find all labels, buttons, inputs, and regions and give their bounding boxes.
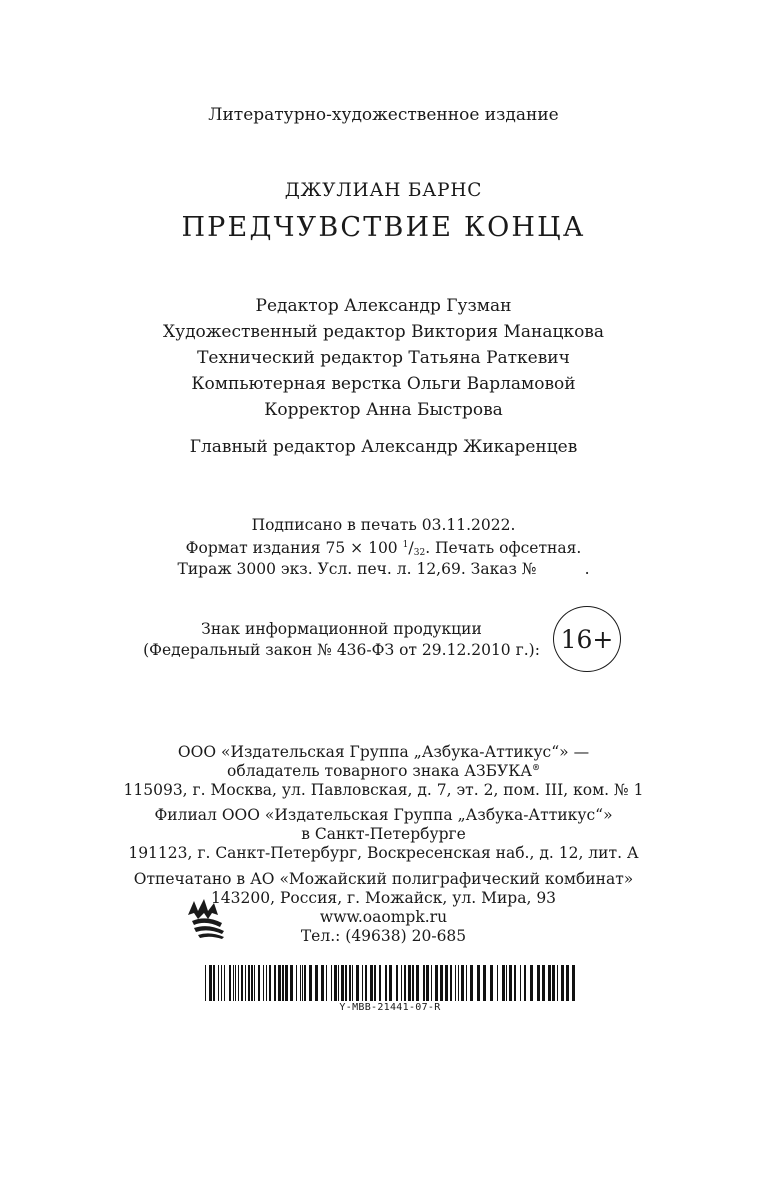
barcode-bar [213,965,215,1001]
barcode-bar [461,965,464,1001]
printer-line1: Отпечатано в АО «Можайский полиграфический комбинат» [133,870,634,888]
barcode-bar [304,965,306,1001]
barcode-bar [352,965,353,1001]
barcode-bar [445,965,448,1001]
barcode-bar [557,965,558,1001]
branch-line1: Филиал ООО «Издательская Группа „Азбука-Аттикус“» [154,806,613,824]
barcode-bar [251,965,253,1001]
barcode-bar [530,965,533,1001]
barcode-bar [334,965,337,1001]
barcode-bar [483,965,486,1001]
barcode-bar [345,965,347,1001]
printer-address: 143200, Россия, г. Можайск, ул. Мира, 93 [210,889,557,907]
barcode-bar [572,965,575,1001]
barcode-bar [470,965,473,1001]
branch-line2: в Санкт-Петербурге [301,825,466,843]
barcode-bar [278,965,281,1001]
format-numerator: 1 [402,540,409,550]
barcode-bar [321,965,324,1001]
print-run-text: Тираж 3000 экз. Усл. печ. л. 12,69. Заказ № [177,560,537,578]
barcode-bar [524,965,526,1001]
barcode-bar [509,965,512,1001]
barcode-bar [561,965,564,1001]
barcode-bar [254,965,255,1001]
barcode-bar [224,965,225,1001]
barcode-bar [290,965,293,1001]
print-format: Формат издания 75 × 100 $^1/_{32}$. Печать офсетная. [185,538,582,558]
credit-editor: Редактор Александр Гузман [255,296,512,316]
barcode-bar [497,965,498,1001]
printer-crown-logo-icon [186,897,226,939]
barcode-bar [218,965,219,1001]
format-denominator: 32 [413,548,426,558]
barcode-bar [514,965,516,1001]
barcode-bar [258,965,260,1001]
publisher-line1: ООО «Издательская Группа „Азбука-Аттикус“» — [177,743,590,761]
barcode-bar [477,965,480,1001]
registered-mark: ® [531,762,540,772]
barcode-bar [296,965,297,1001]
barcode-bar [233,965,234,1001]
barcode-bar [542,965,545,1001]
barcode-bar [282,965,284,1001]
barcode-bar [241,965,243,1001]
printer-phone: Тел.: (49638) 20-685 [300,927,467,945]
barcode-bar [450,965,452,1001]
barcode-bar [416,965,419,1001]
barcode-bar [285,965,288,1001]
barcode-bar [331,965,332,1001]
credit-art-editor: Художественный редактор Виктория Манацкова [162,322,605,342]
book-author: ДЖУЛИАН БАРНС [284,180,483,201]
barcode-bar [506,965,507,1001]
age-label-line2: (Федеральный закон № 436-ФЗ от 29.12.2010 г.): [143,641,540,659]
barcode-bar [338,965,339,1001]
barcode-bar [235,965,236,1001]
barcode-bar [440,965,443,1001]
chief-editor: Главный редактор Александр Жикаренцев [189,437,578,457]
barcode-bar [537,965,540,1001]
barcode-bar [248,965,250,1001]
barcode-bar [349,965,351,1001]
barcode-bar [300,965,301,1001]
barcode-bar [431,965,432,1001]
barcode-bar [266,965,267,1001]
barcode-bar [229,965,231,1001]
barcode-bar [362,965,363,1001]
barcode-bar [466,965,467,1001]
barcode [205,965,575,1001]
barcode-bar [408,965,411,1001]
credit-proofreader: Корректор Анна Быстрова [264,400,503,420]
barcode-bar [379,965,381,1001]
barcode-bar [263,965,264,1001]
credit-layout: Компьютерная верстка Ольги Варламовой [191,374,576,394]
barcode-bar [548,965,551,1001]
barcode-bar [302,965,303,1001]
barcode-bar [269,965,271,1001]
barcode-bar [374,965,376,1001]
age-rating-badge: 16+ [553,606,621,672]
barcode-bar [309,965,312,1001]
print-run-end: . [584,560,590,578]
barcode-bar [341,965,344,1001]
barcode-bar [396,965,398,1001]
branch-address: 191123, г. Санкт-Петербург, Воскресенская наб., д. 12, лит. А [128,844,639,862]
barcode-bar [209,965,212,1001]
barcode-bar [205,965,206,1001]
barcode-bar [552,965,555,1001]
barcode-bar [326,965,327,1001]
book-title: ПРЕДЧУВСТВИЕ КОНЦА [181,212,586,243]
print-run [0,560,767,578]
barcode-bar [315,965,318,1001]
barcode-bar [365,965,367,1001]
credit-tech-editor: Технический редактор Татьяна Раткевич [197,348,570,368]
printer-website[interactable]: www.oaompk.ru [319,908,448,926]
barcode-bar [455,965,456,1001]
barcode-code: Y-MBB-21441-07-R [339,1002,441,1013]
barcode-bar [404,965,406,1001]
format-suffix: . Печать офсетная. [425,539,582,557]
barcode-bar [520,965,521,1001]
barcode-bar [370,965,373,1001]
publisher-line2 [0,762,767,780]
barcode-bar [458,965,459,1001]
edition-type: Литературно-художественное издание [208,105,559,125]
print-signed: Подписано в печать 03.11.2022. [251,516,516,534]
barcode-bar [274,965,276,1001]
barcode-bar [502,965,505,1001]
age-label-line1: Знак информационной продукции [201,620,482,638]
publisher-address: 115093, г. Москва, ул. Павловская, д. 7, эт. 2, пом. III, ком. № 1 [123,781,644,799]
barcode-bar [385,965,387,1001]
barcode-bar [356,965,359,1001]
format-prefix: Формат издания 75 × 100 [185,539,398,557]
barcode-bar [435,965,438,1001]
barcode-bar [423,965,425,1001]
barcode-bar [245,965,246,1001]
barcode-bar [221,965,222,1001]
barcode-bar [566,965,569,1001]
barcode-bar [238,965,239,1001]
barcode-bar [490,965,493,1001]
barcode-bar [389,965,392,1001]
barcode-bar [401,965,402,1001]
barcode-bar [426,965,429,1001]
barcode-bar [412,965,414,1001]
publisher-trademark: обладатель товарного знака АЗБУКА [227,762,532,780]
